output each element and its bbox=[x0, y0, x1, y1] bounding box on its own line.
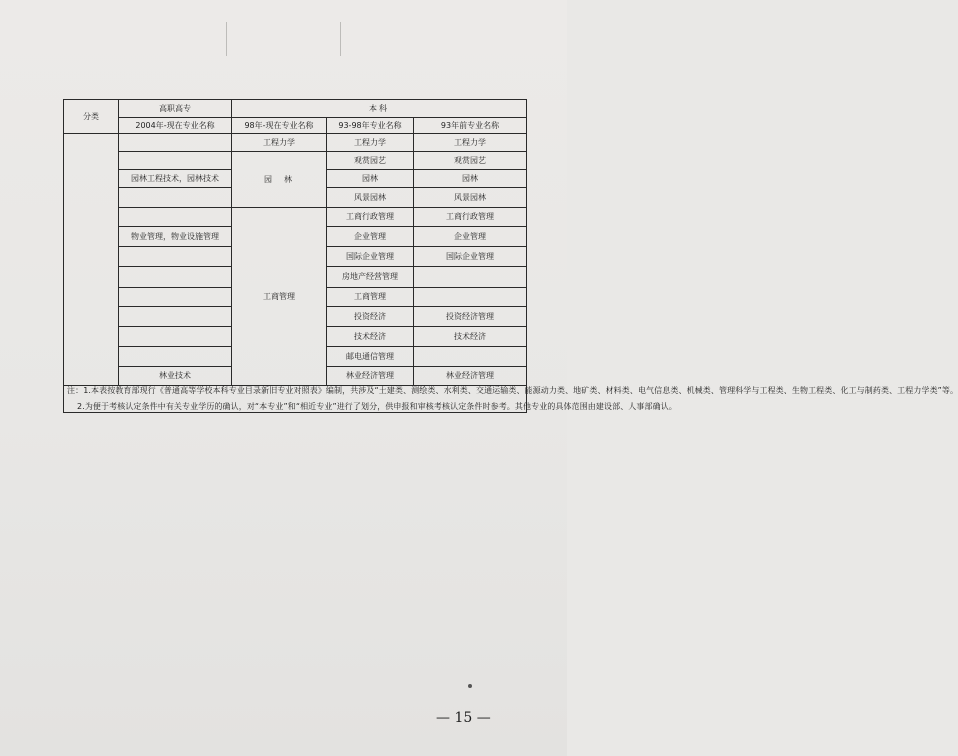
u93-98-cell: 风景园林 bbox=[327, 188, 414, 208]
u93pre-cell: 观赏园艺 bbox=[414, 152, 527, 170]
table-row bbox=[64, 134, 527, 152]
hv-cell: 物业管理，物业设施管理 bbox=[119, 227, 232, 247]
hv-cell bbox=[119, 307, 232, 327]
u98-cell: 园 林 bbox=[232, 152, 327, 208]
hv-cell bbox=[119, 288, 232, 307]
page-speck bbox=[468, 684, 472, 688]
u98-cell: 工商管理 bbox=[232, 208, 327, 386]
col-98-header: 98年-现在专业名称 bbox=[232, 118, 327, 134]
hv-cell bbox=[119, 247, 232, 267]
notes-row bbox=[64, 386, 527, 413]
u93pre-cell: 工程力学 bbox=[414, 134, 527, 152]
u93-98-cell: 房地产经营管理 bbox=[327, 267, 414, 288]
table-row bbox=[64, 152, 527, 170]
higher-vocational-header: 高职高专 bbox=[119, 100, 232, 118]
u93-98-cell: 工程力学 bbox=[327, 134, 414, 152]
undergraduate-header: 本科 bbox=[232, 100, 527, 118]
u93pre-cell: 工商行政管理 bbox=[414, 208, 527, 227]
u93-98-cell: 投资经济 bbox=[327, 307, 414, 327]
u93pre-cell bbox=[414, 347, 527, 367]
note-2: 2.为便于考核认定条件中有关专业学历的确认，对“本专业”和“相近专业”进行了划分，供申报和审核考核认定条件时参考。其他专业的具体范围由建设部、人事部确认。 bbox=[77, 402, 677, 411]
u93pre-cell: 企业管理 bbox=[414, 227, 527, 247]
page-number: — 15 — bbox=[436, 710, 491, 726]
binding-mark bbox=[226, 22, 238, 56]
hv-cell bbox=[119, 267, 232, 288]
u93-98-cell: 观赏园艺 bbox=[327, 152, 414, 170]
hv-cell: 林业技术 bbox=[119, 367, 232, 386]
u93-98-cell: 企业管理 bbox=[327, 227, 414, 247]
hv-cell: 园林工程技术，园林技术 bbox=[119, 170, 232, 188]
u93pre-cell: 园林 bbox=[414, 170, 527, 188]
note-1: 注：1.本表按教育部现行《普通高等学校本科专业目录新旧专业对照表》编制，共涉及“土建类、测绘类、水利类、交通运输类、能源动力类、地矿类、材料类、电气信息类、机械类、管理科学与工程类、生物工程类、化工与制药类、工程力学类”等。 bbox=[67, 386, 958, 395]
u98-cell: 工程力学 bbox=[232, 134, 327, 152]
notes-cell bbox=[64, 386, 958, 413]
table-row bbox=[64, 208, 527, 227]
u93pre-cell: 国际企业管理 bbox=[414, 247, 527, 267]
category-header: 分类 bbox=[64, 100, 119, 134]
col-93-before-header: 93年前专业名称 bbox=[414, 118, 527, 134]
category-cell bbox=[64, 134, 119, 386]
hv-cell bbox=[119, 152, 232, 170]
subheader-row bbox=[64, 118, 527, 134]
col-93-98-header: 93-98年专业名称 bbox=[327, 118, 414, 134]
u93pre-cell: 林业经济管理 bbox=[414, 367, 527, 386]
hv-cell bbox=[119, 188, 232, 208]
u93pre-cell: 风景园林 bbox=[414, 188, 527, 208]
u93pre-cell bbox=[414, 267, 527, 288]
hv-cell bbox=[119, 347, 232, 367]
major-comparison-table bbox=[63, 99, 958, 413]
u93pre-cell: 投资经济管理 bbox=[414, 307, 527, 327]
hv-cell bbox=[119, 327, 232, 347]
u93pre-cell: 技术经济 bbox=[414, 327, 527, 347]
u93-98-cell: 工商行政管理 bbox=[327, 208, 414, 227]
binding-mark bbox=[340, 22, 352, 56]
u93-98-cell: 邮电通信管理 bbox=[327, 347, 414, 367]
u93-98-cell: 林业经济管理 bbox=[327, 367, 414, 386]
u93-98-cell: 国际企业管理 bbox=[327, 247, 414, 267]
header-row bbox=[64, 100, 527, 118]
u93-98-cell: 园林 bbox=[327, 170, 414, 188]
hv-period-header: 2004年-现在专业名称 bbox=[119, 118, 232, 134]
hv-cell bbox=[119, 208, 232, 227]
u93-98-cell: 工商管理 bbox=[327, 288, 414, 307]
u93-98-cell: 技术经济 bbox=[327, 327, 414, 347]
hv-cell bbox=[119, 134, 232, 152]
u93pre-cell bbox=[414, 288, 527, 307]
